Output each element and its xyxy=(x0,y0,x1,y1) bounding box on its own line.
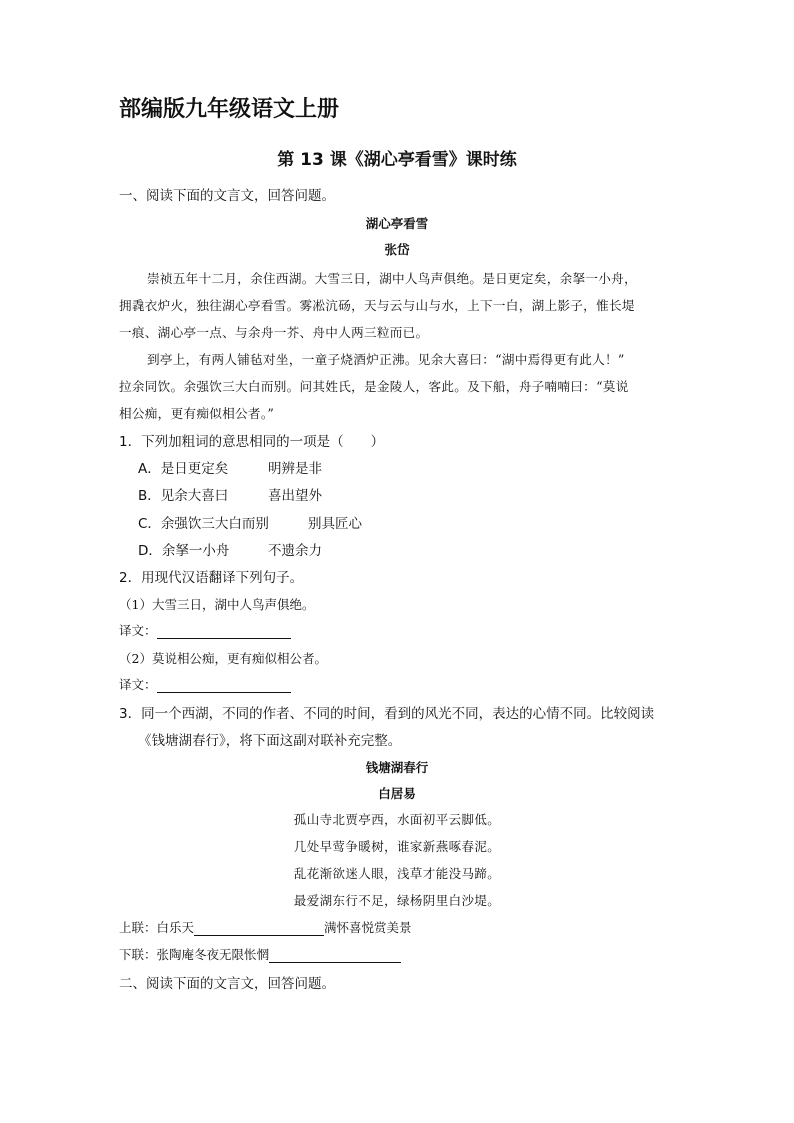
document-title: 部编版九年级语文上册 xyxy=(119,97,340,122)
section-2-heading: 二、阅读下面的文言文，回答问题。 xyxy=(119,976,335,992)
text-title: 湖心亭看雪 xyxy=(365,216,429,231)
question-1-stem: 1．下列加粗词的意思相同的一项是（ ） xyxy=(119,434,385,450)
sentence-2: （2）莫说相公痴，更有痴似相公者。 xyxy=(119,651,327,666)
option-c: C．余强饮三大白而别 别具匠心 xyxy=(138,516,362,532)
question-3-stem: 3．同一个西湖，不同的作者、不同的时间，看到的风光不同，表达的心情不同。比较阅读 xyxy=(119,706,655,722)
poem-author: 白居易 xyxy=(378,786,416,801)
passage-line: 崇祯五年十二月，余住西湖。大雪三日，湖中人鸟声俱绝。是日更定矣，余拏一小舟， xyxy=(147,271,637,286)
couplet-upper-blank[interactable] xyxy=(194,921,324,936)
couplet-upper: 上联：白乐天 满怀喜悦赏美景 xyxy=(119,920,412,935)
translation-1-blank[interactable] xyxy=(157,624,291,639)
poem-line: 最爱湖东行不足，绿杨阴里白沙堤。 xyxy=(293,893,501,908)
passage-line: 拥毳衣炉火，独往湖心亭看雪。雾凇沆砀，天与云与山与水，上下一白，湖上影子，惟长堤 xyxy=(119,298,635,313)
passage-line: 一痕、湖心亭一点、与余舟一芥、舟中人两三粒而已。 xyxy=(119,325,429,340)
passage-line: 到亭上，有两人铺毡对坐，一童子烧酒炉正沸。见余大喜曰：“湖中焉得更有此人！” xyxy=(147,352,625,367)
lesson-title: 第 13 课《湖心亭看雪》课时练 xyxy=(277,150,517,170)
translation-2: 译文： xyxy=(119,675,291,693)
option-b: B．见余大喜曰 喜出望外 xyxy=(138,488,322,504)
section-1-heading: 一、阅读下面的文言文，回答问题。 xyxy=(119,188,335,204)
couplet-lower-blank[interactable] xyxy=(269,948,401,963)
poem-title: 钱塘湖春行 xyxy=(365,760,429,775)
couplet-lower: 下联：张陶庵冬夜无限怅惘 xyxy=(119,945,401,963)
question-2-stem: 2．用现代汉语翻译下列句子。 xyxy=(119,570,304,586)
question-3-stem-cont: 《钱塘湖春行》，将下面这副对联补充完整。 xyxy=(138,733,402,749)
text-author: 张岱 xyxy=(384,242,410,257)
option-d: D．余拏一小舟 不遗余力 xyxy=(138,543,322,559)
poem-line: 孤山寺北贾亭西，水面初平云脚低。 xyxy=(293,812,501,827)
poem-line: 几处早莺争暖树，谁家新燕啄春泥。 xyxy=(293,839,501,854)
passage-line: 拉余同饮。余强饮三大白而别。问其姓氏，是金陵人，客此。及下船，舟子喃喃曰：“莫说 xyxy=(119,379,629,394)
sentence-1: （1）大雪三日，湖中人鸟声俱绝。 xyxy=(119,597,315,612)
poem-line: 乱花渐欲迷人眼，浅草才能没马蹄。 xyxy=(293,866,501,881)
option-a: A．是日更定矣 明辨是非 xyxy=(138,461,322,477)
passage-line: 相公痴，更有痴似相公者。” xyxy=(119,406,275,421)
translation-1: 译文： xyxy=(119,621,291,639)
translation-2-blank[interactable] xyxy=(157,678,291,693)
